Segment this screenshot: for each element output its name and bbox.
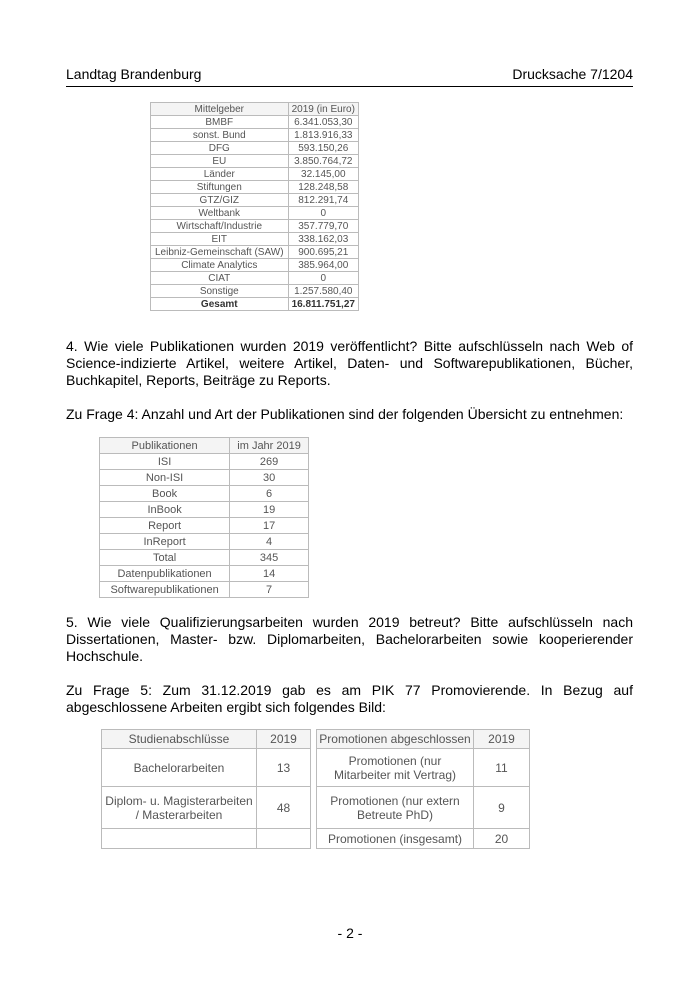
- promo-table-header: [317, 730, 530, 749]
- table-row: [102, 749, 311, 787]
- funding-total-row: [151, 298, 359, 311]
- study-row1-value: 13: [257, 749, 311, 787]
- funding-cell-value: 6.341.053,30: [288, 116, 358, 129]
- funding-col1-header: Mittelgeber: [151, 103, 289, 116]
- publication-cell-value: 269: [230, 454, 309, 470]
- table-row: [151, 155, 359, 168]
- page-number: - 2 -: [337, 925, 363, 941]
- funding-cell-value: 385.964,00: [288, 259, 358, 272]
- funding-cell-label: Wirtschaft/Industrie: [151, 220, 289, 233]
- publication-cell-label: Report: [100, 518, 230, 534]
- publication-cell-value: 19: [230, 502, 309, 518]
- question-4: 4. Wie viele Publikationen wurden 2019 veröffentlicht? Bitte aufschlüsseln nach Web of Science-indizierte Artikel, weitere Artikel, Daten- und Softwarepublikationen, Bücher, Buchkapitel, Reports, Beiträge zu Reports.: [66, 338, 633, 388]
- table-row: [151, 129, 359, 142]
- funding-cell-label: Länder: [151, 168, 289, 181]
- funding-cell-value: 1.813.916,33: [288, 129, 358, 142]
- funding-cell-value: 900.695,21: [288, 246, 358, 259]
- table-row: [151, 116, 359, 129]
- funding-cell-label: EU: [151, 155, 289, 168]
- table-row-empty: [102, 829, 311, 849]
- study-table-header: [102, 730, 311, 749]
- funding-cell-value: 128.248,58: [288, 181, 358, 194]
- page-header: [66, 66, 633, 87]
- table-row: [151, 285, 359, 298]
- table-row: [151, 272, 359, 285]
- funding-cell-value: 0: [288, 207, 358, 220]
- table-row: [151, 233, 359, 246]
- funding-cell-label: DFG: [151, 142, 289, 155]
- funding-cell-label: GTZ/GIZ: [151, 194, 289, 207]
- table-row: [100, 550, 309, 566]
- table-row: [100, 502, 309, 518]
- table-row: [151, 220, 359, 233]
- publication-cell-label: Total: [100, 550, 230, 566]
- table-row: [151, 207, 359, 220]
- table-row: [317, 749, 530, 787]
- promo-row1-value: 11: [474, 749, 530, 787]
- promo-row2-label: Promotionen (nur extern Betreute PhD): [317, 787, 474, 829]
- table-row: [100, 582, 309, 598]
- publication-cell-label: ISI: [100, 454, 230, 470]
- table-row: [151, 168, 359, 181]
- empty-cell: [257, 829, 311, 849]
- funding-total-label: Gesamt: [151, 298, 289, 311]
- table-row: [317, 829, 530, 849]
- publication-cell-value: 7: [230, 582, 309, 598]
- table-row: [151, 259, 359, 272]
- promo-row2-value: 9: [474, 787, 530, 829]
- header-right: Drucksache 7/1204: [512, 66, 633, 82]
- publication-cell-value: 4: [230, 534, 309, 550]
- publications-col1-header: Publikationen: [100, 438, 230, 454]
- publication-cell-value: 6: [230, 486, 309, 502]
- table-row: [100, 566, 309, 582]
- publication-cell-label: Datenpublikationen: [100, 566, 230, 582]
- table-row: [100, 518, 309, 534]
- publication-cell-value: 14: [230, 566, 309, 582]
- study-col2-header: 2019: [257, 730, 311, 749]
- funding-cell-label: Leibniz-Gemeinschaft (SAW): [151, 246, 289, 259]
- publication-cell-label: InBook: [100, 502, 230, 518]
- funding-col2-header: 2019 (in Euro): [288, 103, 358, 116]
- funding-table-header: [151, 103, 359, 116]
- funding-table-body: [151, 116, 359, 298]
- study-degrees-table: [101, 729, 311, 849]
- table-row: [100, 534, 309, 550]
- funding-cell-label: Weltbank: [151, 207, 289, 220]
- promo-row3-value: 20: [474, 829, 530, 849]
- doctorates-table: [316, 729, 530, 849]
- answer-5: Zu Frage 5: Zum 31.12.2019 gab es am PIK 77 Promovierende. In Bezug auf abgeschlossene Arbeiten ergibt sich folgendes Bild:: [66, 682, 633, 715]
- publication-cell-value: 17: [230, 518, 309, 534]
- table-row: [100, 486, 309, 502]
- funding-cell-label: Climate Analytics: [151, 259, 289, 272]
- promo-row1-label: Promotionen (nur Mitarbeiter mit Vertrag): [317, 749, 474, 787]
- table-row: [100, 470, 309, 486]
- funding-cell-value: 812.291,74: [288, 194, 358, 207]
- table-row: [151, 181, 359, 194]
- funding-cell-value: 32.145,00: [288, 168, 358, 181]
- question-5: 5. Wie viele Qualifizierungsarbeiten wurden 2019 betreut? Bitte aufschlüsseln nach Dissertationen, Master- bzw. Diplomarbeiten, Bachelorarbeiten sowie kooperierender Hochschule.: [66, 614, 633, 664]
- funding-cell-value: 593.150,26: [288, 142, 358, 155]
- funding-cell-label: CIAT: [151, 272, 289, 285]
- table-row: [102, 787, 311, 829]
- funding-cell-value: 357.779,70: [288, 220, 358, 233]
- funding-cell-value: 3.850.764,72: [288, 155, 358, 168]
- funding-cell-value: 1.257.580,40: [288, 285, 358, 298]
- publication-cell-label: Non-ISI: [100, 470, 230, 486]
- publications-table-body: [100, 454, 309, 598]
- study-row2-label: Diplom- u. Magisterarbeiten / Masterarbeiten: [102, 787, 257, 829]
- funding-cell-label: Stiftungen: [151, 181, 289, 194]
- publications-table: [99, 437, 309, 598]
- publications-col2-header: im Jahr 2019: [230, 438, 309, 454]
- publication-cell-label: Book: [100, 486, 230, 502]
- promo-col1-header: Promotionen abgeschlossen: [317, 730, 474, 749]
- funding-cell-value: 0: [288, 272, 358, 285]
- answer-4: Zu Frage 4: Anzahl und Art der Publikationen sind der folgenden Übersicht zu entnehmen:: [66, 406, 624, 422]
- publication-cell-label: InReport: [100, 534, 230, 550]
- publication-cell-value: 345: [230, 550, 309, 566]
- study-col1-header: Studienabschlüsse: [102, 730, 257, 749]
- publication-cell-label: Softwarepublikationen: [100, 582, 230, 598]
- table-row: [151, 142, 359, 155]
- table-row: [151, 246, 359, 259]
- funding-cell-value: 338.162,03: [288, 233, 358, 246]
- table-row: [151, 194, 359, 207]
- table-row: [100, 454, 309, 470]
- promo-row3-label: Promotionen (insgesamt): [317, 829, 474, 849]
- publications-table-header: [100, 438, 309, 454]
- study-row1-label: Bachelorarbeiten: [102, 749, 257, 787]
- header-left: Landtag Brandenburg: [66, 66, 202, 82]
- promo-col2-header: 2019: [474, 730, 530, 749]
- funding-cell-label: sonst. Bund: [151, 129, 289, 142]
- study-row2-value: 48: [257, 787, 311, 829]
- funding-cell-label: Sonstige: [151, 285, 289, 298]
- funding-table: [150, 102, 359, 311]
- funding-cell-label: BMBF: [151, 116, 289, 129]
- funding-total-value: 16.811.751,27: [288, 298, 358, 311]
- table-row: [317, 787, 530, 829]
- empty-cell: [102, 829, 257, 849]
- funding-cell-label: EIT: [151, 233, 289, 246]
- publication-cell-value: 30: [230, 470, 309, 486]
